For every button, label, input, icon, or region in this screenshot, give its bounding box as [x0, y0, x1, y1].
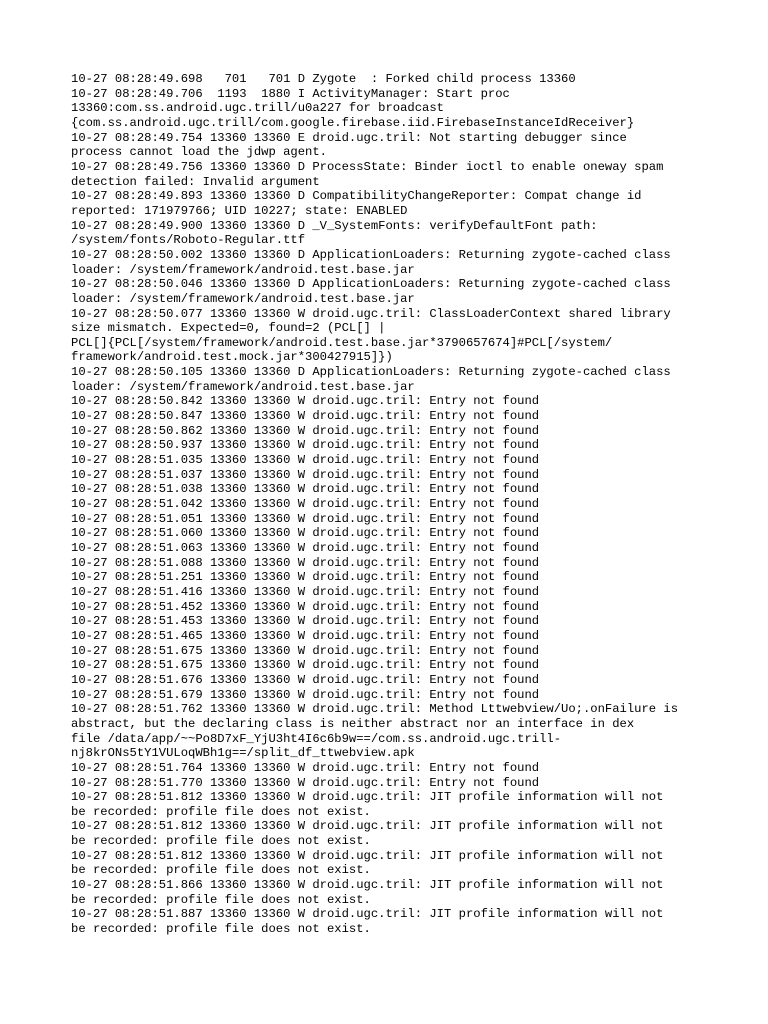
log-line: be recorded: profile file does not exist. — [71, 804, 371, 819]
log-line: detection failed: Invalid argument — [71, 174, 320, 189]
log-line: 10-27 08:28:51.866 13360 13360 W droid.ugc.tril: JIT profile information will not — [71, 878, 664, 893]
log-line: 10-27 08:28:51.764 13360 13360 W droid.ugc.tril: Entry not found — [71, 760, 540, 775]
log-line: 10-27 08:28:50.002 13360 13360 D ApplicationLoaders: Returning zygote-cached class — [71, 247, 671, 262]
log-line: PCL[]{PCL[/system/framework/android.test.base.jar*3790657674]#PCL[/system/ — [71, 335, 613, 350]
log-line: 10-27 08:28:49.893 13360 13360 D CompatibilityChangeReporter: Compat change id — [71, 189, 642, 204]
log-line: 10-27 08:28:51.675 13360 13360 W droid.ugc.tril: Entry not found — [71, 643, 540, 658]
log-line: abstract, but the declaring class is neither abstract nor an interface in dex — [71, 716, 635, 731]
log-line: be recorded: profile file does not exist. — [71, 922, 371, 937]
log-line: 10-27 08:28:51.051 13360 13360 W droid.ugc.tril: Entry not found — [71, 511, 540, 526]
log-body — [71, 72, 711, 937]
log-line: 10-27 08:28:51.812 13360 13360 W droid.ugc.tril: JIT profile information will not — [71, 790, 664, 805]
log-line: 10-27 08:28:50.105 13360 13360 D ApplicationLoaders: Returning zygote-cached class — [71, 365, 671, 380]
log-line: 10-27 08:28:50.862 13360 13360 W droid.ugc.tril: Entry not found — [71, 423, 540, 438]
log-line: 10-27 08:28:51.762 13360 13360 W droid.ugc.tril: Method Lttwebview/Uo;.onFailure is — [71, 702, 679, 717]
log-line: 10-27 08:28:49.706 1193 1880 I ActivityManager: Start proc — [71, 86, 510, 101]
log-line: process cannot load the jdwp agent. — [71, 145, 327, 160]
log-line: 10-27 08:28:51.675 13360 13360 W droid.ugc.tril: Entry not found — [71, 658, 540, 673]
log-line: 10-27 08:28:50.046 13360 13360 D ApplicationLoaders: Returning zygote-cached class — [71, 277, 671, 292]
log-line: 10-27 08:28:51.035 13360 13360 W droid.ugc.tril: Entry not found — [71, 453, 540, 468]
log-line: file /data/app/~~Po8D7xF_YjU3ht4I6c6b9w==/com.ss.android.ugc.trill- — [71, 731, 562, 746]
log-line: 10-27 08:28:51.063 13360 13360 W droid.ugc.tril: Entry not found — [71, 541, 540, 555]
log-line: 10-27 08:28:49.754 13360 13360 E droid.ugc.tril: Not starting debugger since — [71, 130, 627, 145]
log-line: 10-27 08:28:51.452 13360 13360 W droid.ugc.tril: Entry not found — [71, 599, 540, 614]
log-line: 10-27 08:28:51.251 13360 13360 W droid.ugc.tril: Entry not found — [71, 570, 540, 585]
log-line: 10-27 08:28:51.060 13360 13360 W droid.ugc.tril: Entry not found — [71, 526, 540, 541]
log-line: 10-27 08:28:50.937 13360 13360 W droid.ugc.tril: Entry not found — [71, 438, 540, 453]
log-line: 10-27 08:28:51.037 13360 13360 W droid.ugc.tril: Entry not found — [71, 467, 540, 482]
log-line: be recorded: profile file does not exist. — [71, 834, 371, 849]
log-line: 10-27 08:28:51.812 13360 13360 W droid.ugc.tril: JIT profile information will not — [71, 848, 664, 863]
log-line: size mismatch. Expected=0, found=2 (PCL[] | — [71, 321, 386, 336]
log-line: /system/fonts/Roboto-Regular.ttf — [71, 233, 306, 248]
log-line: 10-27 08:28:50.842 13360 13360 W droid.ugc.tril: Entry not found — [71, 394, 540, 409]
log-line: 10-27 08:28:51.770 13360 13360 W droid.ugc.tril: Entry not found — [71, 775, 540, 790]
log-line: 10-27 08:28:49.900 13360 13360 D _V_SystemFonts: verifyDefaultFont path: — [71, 218, 598, 233]
log-line: 10-27 08:28:51.088 13360 13360 W droid.ugc.tril: Entry not found — [71, 555, 540, 570]
log-line: 10-27 08:28:49.756 13360 13360 D ProcessState: Binder ioctl to enable oneway spam — [71, 159, 664, 174]
log-line: 10-27 08:28:50.847 13360 13360 W droid.ugc.tril: Entry not found — [71, 409, 540, 424]
log-line: 13360:com.ss.android.ugc.trill/u0a227 for broadcast — [71, 101, 444, 116]
log-document — [71, 72, 711, 937]
log-line: loader: /system/framework/android.test.base.jar — [71, 262, 415, 277]
log-line: 10-27 08:28:51.887 13360 13360 W droid.ugc.tril: JIT profile information will not — [71, 907, 664, 922]
log-line: loader: /system/framework/android.test.base.jar — [71, 291, 415, 306]
log-line: 10-27 08:28:51.465 13360 13360 W droid.ugc.tril: Entry not found — [71, 628, 540, 643]
log-line: framework/android.test.mock.jar*300427915]}) — [71, 350, 393, 365]
log-line: be recorded: profile file does not exist. — [71, 892, 371, 907]
log-line: {com.ss.android.ugc.trill/com.google.firebase.iid.FirebaseInstanceIdReceiver} — [71, 115, 635, 130]
log-line: reported: 171979766; UID 10227; state: ENABLED — [71, 203, 408, 218]
log-line: 10-27 08:28:51.679 13360 13360 W droid.ugc.tril: Entry not found — [71, 687, 540, 702]
log-line: 10-27 08:28:51.038 13360 13360 W droid.ugc.tril: Entry not found — [71, 482, 540, 497]
log-line: loader: /system/framework/android.test.base.jar — [71, 379, 415, 394]
log-line: 10-27 08:28:51.416 13360 13360 W droid.ugc.tril: Entry not found — [71, 584, 540, 599]
log-line: 10-27 08:28:51.042 13360 13360 W droid.ugc.tril: Entry not found — [71, 497, 540, 512]
log-line: 10-27 08:28:49.698 701 701 D Zygote : Forked child process 13360 — [71, 72, 576, 86]
log-line: 10-27 08:28:51.676 13360 13360 W droid.ugc.tril: Entry not found — [71, 672, 540, 687]
log-line: be recorded: profile file does not exist. — [71, 863, 371, 878]
log-line: 10-27 08:28:50.077 13360 13360 W droid.ugc.tril: ClassLoaderContext shared library — [71, 306, 671, 321]
log-line: 10-27 08:28:51.453 13360 13360 W droid.ugc.tril: Entry not found — [71, 614, 540, 629]
log-line: 10-27 08:28:51.812 13360 13360 W droid.ugc.tril: JIT profile information will not — [71, 819, 664, 834]
log-line: nj8krONs5tY1VULoqWBh1g==/split_df_ttwebview.apk — [71, 746, 415, 761]
